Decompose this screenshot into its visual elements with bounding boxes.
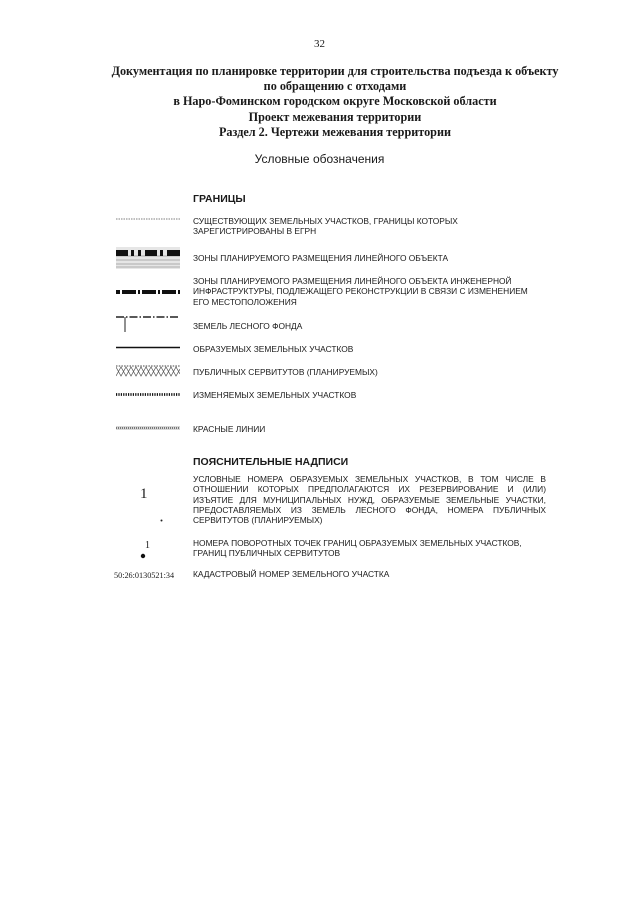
- header-line-2: по обращению с отходами: [263, 79, 407, 94]
- symbol-thick-dashed-band: [116, 247, 180, 269]
- document-header: [70, 64, 600, 140]
- legend-item-existing-plots: СУЩЕСТВУЮЩИХ ЗЕМЕЛЬНЫХ УЧАСТКОВ, ГРАНИЦЫ КОТОРЫХ ЗАРЕГИСТРИРОВАНЫ В ЕГРН: [193, 216, 458, 237]
- symbol-zigzag-hatched-line: [116, 364, 180, 378]
- symbol-cadastral-number: 50:26:0130521:34: [114, 571, 175, 580]
- header-line-3: в Наро-Фоминском городском округе Московской области: [173, 94, 497, 109]
- legend-item-linear-object-zone: ЗОНЫ ПЛАНИРУЕМОГО РАЗМЕЩЕНИЯ ЛИНЕЙНОГО ОБЪЕКТА: [193, 253, 449, 263]
- header-line-5: Раздел 2. Чертежи межевания территории: [218, 124, 451, 139]
- legend-item-conditional-numbers: УСЛОВНЫЕ НОМЕРА ОБРАЗУЕМЫХ ЗЕМЕЛЬНЫХ УЧАСТКОВ, В ТОМ ЧИСЛЕ В ОТНОШЕНИИ КОТОРЫХ ПРЕДПОЛАГАЮТСЯ ИХ РЕЗЕРВИРОВАНИЕ И (ИЛИ) ИЗЪЯТИЕ ДЛЯ МУНИЦИПАЛЬНЫХ НУЖД, ОБРАЗУЕМЫЕ ЗЕМЕЛЬНЫЕ УЧАСТКИ, ПРЕДОСТАВЛЯЕМЫХ ИЗ ЗЕМЕЛЬ ЛЕСНОГО ФОНДА, НОМЕРА ПУБЛИЧНЫХ СЕРВИТУТОВ (ПЛАНИРУЕМЫХ): [193, 474, 546, 526]
- page-number: 32: [314, 38, 325, 50]
- dot-marker-icon: [160, 519, 163, 522]
- symbol-dash-dot-thick-line: [116, 289, 180, 295]
- symbol-plot-number: 1: [140, 486, 148, 502]
- turning-point-dot-icon: [140, 553, 146, 559]
- symbol-hatched-thin-band: [116, 425, 180, 431]
- legend-item-cadastral-number: КАДАСТРОВЫЙ НОМЕР ЗЕМЕЛЬНОГО УЧАСТКА: [193, 569, 390, 579]
- section-heading-captions: ПОЯСНИТЕЛЬНЫЕ НАДПИСИ: [193, 456, 349, 468]
- legend-item-forest-fund: ЗЕМЕЛЬ ЛЕСНОГО ФОНДА: [193, 321, 303, 331]
- legend-item-changed-plots: ИЗМЕНЯЕМЫХ ЗЕМЕЛЬНЫХ УЧАСТКОВ: [193, 390, 357, 400]
- symbol-turning-point-number: 1: [145, 540, 150, 551]
- symbol-thin-dotted-line: [116, 216, 180, 222]
- legend-item-turning-points: НОМЕРА ПОВОРОТНЫХ ТОЧЕК ГРАНИЦ ОБРАЗУЕМЫХ ЗЕМЕЛЬНЫХ УЧАСТКОВ, ГРАНИЦ ПУБЛИЧНЫХ СЕРВИТУТОВ: [193, 538, 522, 559]
- legend-item-red-lines: КРАСНЫЕ ЛИНИИ: [193, 424, 266, 434]
- legend-item-public-servitudes: ПУБЛИЧНЫХ СЕРВИТУТОВ (ПЛАНИРУЕМЫХ): [193, 367, 378, 377]
- header-line-4: Проект межевания территории: [248, 109, 422, 124]
- legend-item-infrastructure-zone: ЗОНЫ ПЛАНИРУЕМОГО РАЗМЕЩЕНИЯ ЛИНЕЙНОГО ОБЪЕКТА ИНЖЕНЕРНОЙ ИНФРАСТРУКТУРЫ, ПОДЛЕЖАЩЕГО РЕКОНСТРУКЦИИ В СВЯЗИ С ИЗМЕНЕНИЕМ ЕГО МЕСТОПОЛОЖЕНИЯ: [193, 276, 528, 307]
- symbol-dash-dot-tick-line: [116, 314, 180, 334]
- symbol-solid-line: [116, 345, 180, 350]
- legend-item-formed-plots: ОБРАЗУЕМЫХ ЗЕМЕЛЬНЫХ УЧАСТКОВ: [193, 344, 354, 354]
- symbol-dense-dotted-line: [116, 392, 180, 397]
- legend-title: Условные обозначения: [254, 152, 385, 166]
- header-line-1: Документация по планировке территории для строительства подъезда к объекту: [111, 64, 559, 78]
- section-heading-borders: ГРАНИЦЫ: [193, 193, 246, 205]
